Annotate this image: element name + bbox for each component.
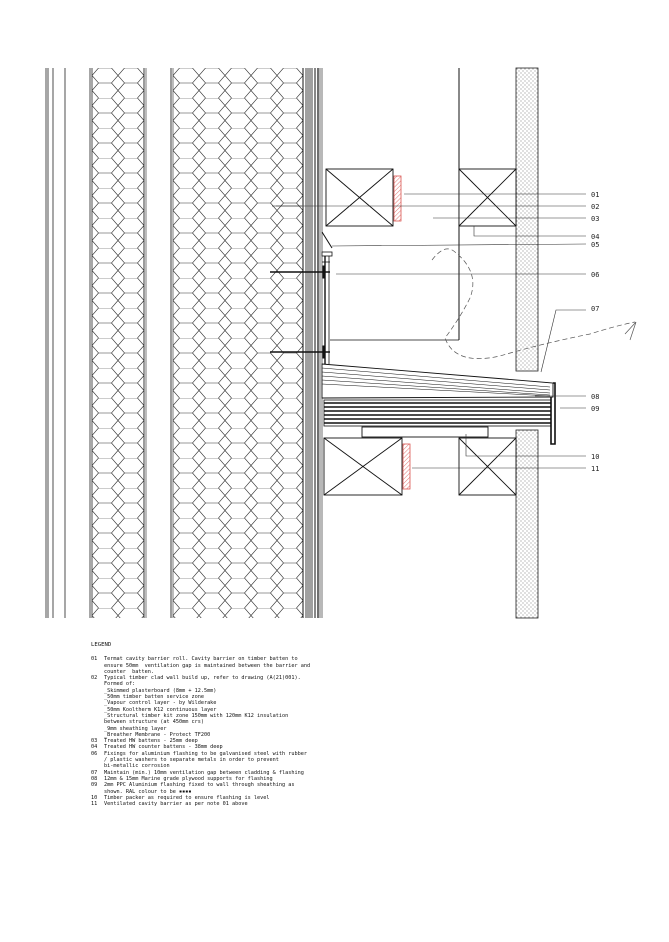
cavity-barrier-lower: [403, 444, 410, 489]
legend-note-08: 08 12mm & 15mm Marine grade plywood supports for flashing: [91, 775, 273, 782]
callout-06: 06: [591, 271, 600, 279]
callout-10: 10: [591, 453, 600, 461]
callout-03: 03: [591, 215, 600, 223]
insulation-layer-structural-zone: [173, 68, 303, 618]
legend-title: LEGEND: [91, 642, 112, 648]
cladding-board-upper: [516, 68, 538, 371]
callout-02: 02: [591, 203, 600, 211]
cladding-board-lower: [516, 430, 538, 618]
legend-note-09: 09 2mm PPC Aluminium flashing fixed to wall through sheathing as shown. RAL colour to be ▪▪▪▪: [91, 782, 295, 795]
legend-note-07: 07 Maintain (min.) 10mm ventilation gap between cladding & flashing: [91, 769, 304, 776]
cavity-barrier-upper: [394, 176, 401, 221]
legend-note-06: 06 Fixings for aluminium flashing to be galvanised steel with rubber / plastic washers to separate metals in order to prevent bi-metallic corrosion: [91, 750, 308, 770]
legend: [91, 642, 351, 807]
legend-note-03: 03 Treated HW battens - 25mm deep: [91, 738, 198, 745]
legend-note-02: 02 Typical timber clad wall build up, refer to drawing (A(21)001). Formed of: _Skimmed plasterboard (8mm + 12.5mm) _50mm timber batten service zone _Vapour control layer - by Wilderake _50mm Kooltherm K12 continuous layer _Structural timber kit zone 150mm with 120mm K12 insulation between structure (at 450mm crs) _9mm sheathing layer _Breather Membrane - Protect TF200: [91, 675, 301, 738]
callout-05: 05: [591, 241, 600, 249]
batten-lower-right: [459, 438, 516, 495]
inner-lining-layers: [46, 68, 92, 618]
callout-04: 04: [591, 233, 600, 241]
batten-lower-left: [324, 438, 402, 495]
legend-note-04: 04 Treated HW counter battens - 38mm deep: [91, 744, 223, 751]
insulation-layer-k12-continuous: [92, 68, 144, 618]
sheathing-membrane-lines: [303, 68, 322, 618]
batten-upper-left: [326, 169, 393, 226]
plywood-supports: [324, 400, 551, 426]
callout-11: 11: [591, 465, 600, 473]
callout-09: 09: [591, 405, 600, 413]
callout-07: 07: [591, 305, 600, 313]
legend-note-01: 01 Termat cavity barrier roll. Cavity barrier on timber batten to ensure 50mm ventilation gap is maintained between the barrier and counter batten.: [91, 656, 311, 675]
legend-note-10: 10 Timber packer as required to ensure flashing is level: [91, 794, 270, 801]
callout-01: 01: [591, 191, 600, 199]
callout-08: 08: [591, 393, 600, 401]
legend-note-11: 11 Ventilated cavity barrier as per note 01 above: [91, 801, 248, 808]
batten-upper-right: [459, 169, 516, 226]
timber-packer: [362, 427, 488, 437]
